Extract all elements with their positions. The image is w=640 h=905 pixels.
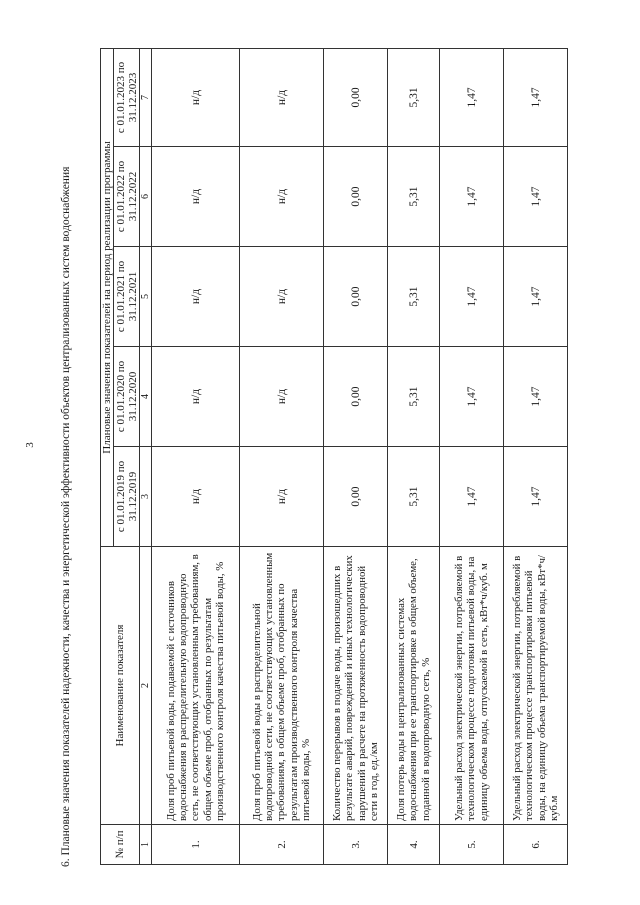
indicator-value: 5,31 [388,447,440,547]
page-number: 3 [24,442,36,448]
header-period: с 01.01.2020 по 31.12.2020 [114,347,140,447]
indicator-value: н/д [240,147,324,247]
indicator-name: Удельный расход электрической энергии, потребляемой в технологическом процессе транспортировки питьевой воды, на единицу объема транспортируемой воды, кВт*ч/куб.м [504,547,568,825]
indicator-name: Доля проб питьевой воды, подаваемой с источников водоснабжения в распределительную водопроводную сеть, не соответствующих установленным требованиям, в общем объеме проб, отобранных по результатам производственного контроля качества питьевой воды, % [152,547,240,825]
row-number: 4. [388,825,440,865]
indicator-value: н/д [152,347,240,447]
indicator-value: н/д [152,247,240,347]
column-index: 4 [140,347,152,447]
row-number: 5. [440,825,504,865]
rotated-page-content [60,28,640,873]
column-index: 7 [140,48,152,146]
indicator-value: н/д [240,48,324,146]
indicator-value: н/д [152,48,240,146]
indicator-value: 1,47 [504,247,568,347]
column-index: 1 [140,825,152,865]
indicator-name: Доля потерь воды в централизованных системах водоснабжения при ее транспортировке в общем объеме, поданной в водопроводную сеть, % [388,547,440,825]
indicator-value: 1,47 [440,347,504,447]
header-period: с 01.01.2021 по 31.12.2021 [114,247,140,347]
table-row [152,48,240,864]
indicator-value: н/д [152,147,240,247]
indicator-value: 5,31 [388,147,440,247]
table-row [504,48,568,864]
header-group: Плановые значения показателей на период реализации программы [101,48,114,546]
indicator-value: 5,31 [388,48,440,146]
indicators-table [100,48,568,865]
header-period: с 01.01.2022 по 31.12.2022 [114,147,140,247]
indicator-value: н/д [240,247,324,347]
header-name: Наименование показателя [101,547,140,825]
indicator-value: 1,47 [440,147,504,247]
indicator-value: 1,47 [440,48,504,146]
indicator-name: Удельный расход электрической энергии, потребляемой в технологическом процессе подготовки питьевой воды, на единицу объема воды, отпускаемой в сеть, кВт*ч/куб. м [440,547,504,825]
header-num: № п/п [101,825,140,865]
indicator-name: Количество перерывов в подаче воды, произошедших в результате аварий, повреждений и иных технологических нарушений в расчете на протяженность водопроводной сети в год, ед./км [324,547,388,825]
indicator-value: 0,00 [324,48,388,146]
column-index: 5 [140,247,152,347]
header-period: с 01.01.2023 по 31.12.2023 [114,48,140,146]
row-number: 2. [240,825,324,865]
indicator-value: 1,47 [504,147,568,247]
indicator-value: н/д [240,347,324,447]
header-period: с 01.01.2019 по 31.12.2019 [114,447,140,547]
indicator-value: 0,00 [324,347,388,447]
table-row [240,48,324,864]
column-index: 3 [140,447,152,547]
table-row [440,48,504,864]
column-index: 2 [140,547,152,825]
indicator-value: 1,47 [504,447,568,547]
indicator-value: 5,31 [388,347,440,447]
indicator-value: 5,31 [388,247,440,347]
indicator-value: 0,00 [324,447,388,547]
indicator-value: н/д [240,447,324,547]
indicator-value: 0,00 [324,247,388,347]
indicator-value: 0,00 [324,147,388,247]
indicator-value: 1,47 [440,447,504,547]
indicator-value: 1,47 [440,247,504,347]
indicator-name: Доля проб питьевой воды в распределительной водопроводной сети, не соответствующих установленным требованиям, в общем объеме проб, отобранных по результатам производственного контроля качества питьевой воды, % [240,547,324,825]
row-number: 3. [324,825,388,865]
row-number: 6. [504,825,568,865]
row-number: 1. [152,825,240,865]
table-row [388,48,440,864]
column-index: 6 [140,147,152,247]
table-row [324,48,388,864]
indicator-value: 1,47 [504,48,568,146]
section-heading: 6. Плановые значения показателей надежности, качества и энергетической эффективности объектов централизованных систем водоснабжения [60,166,72,867]
indicator-value: 1,47 [504,347,568,447]
indicator-value: н/д [152,447,240,547]
